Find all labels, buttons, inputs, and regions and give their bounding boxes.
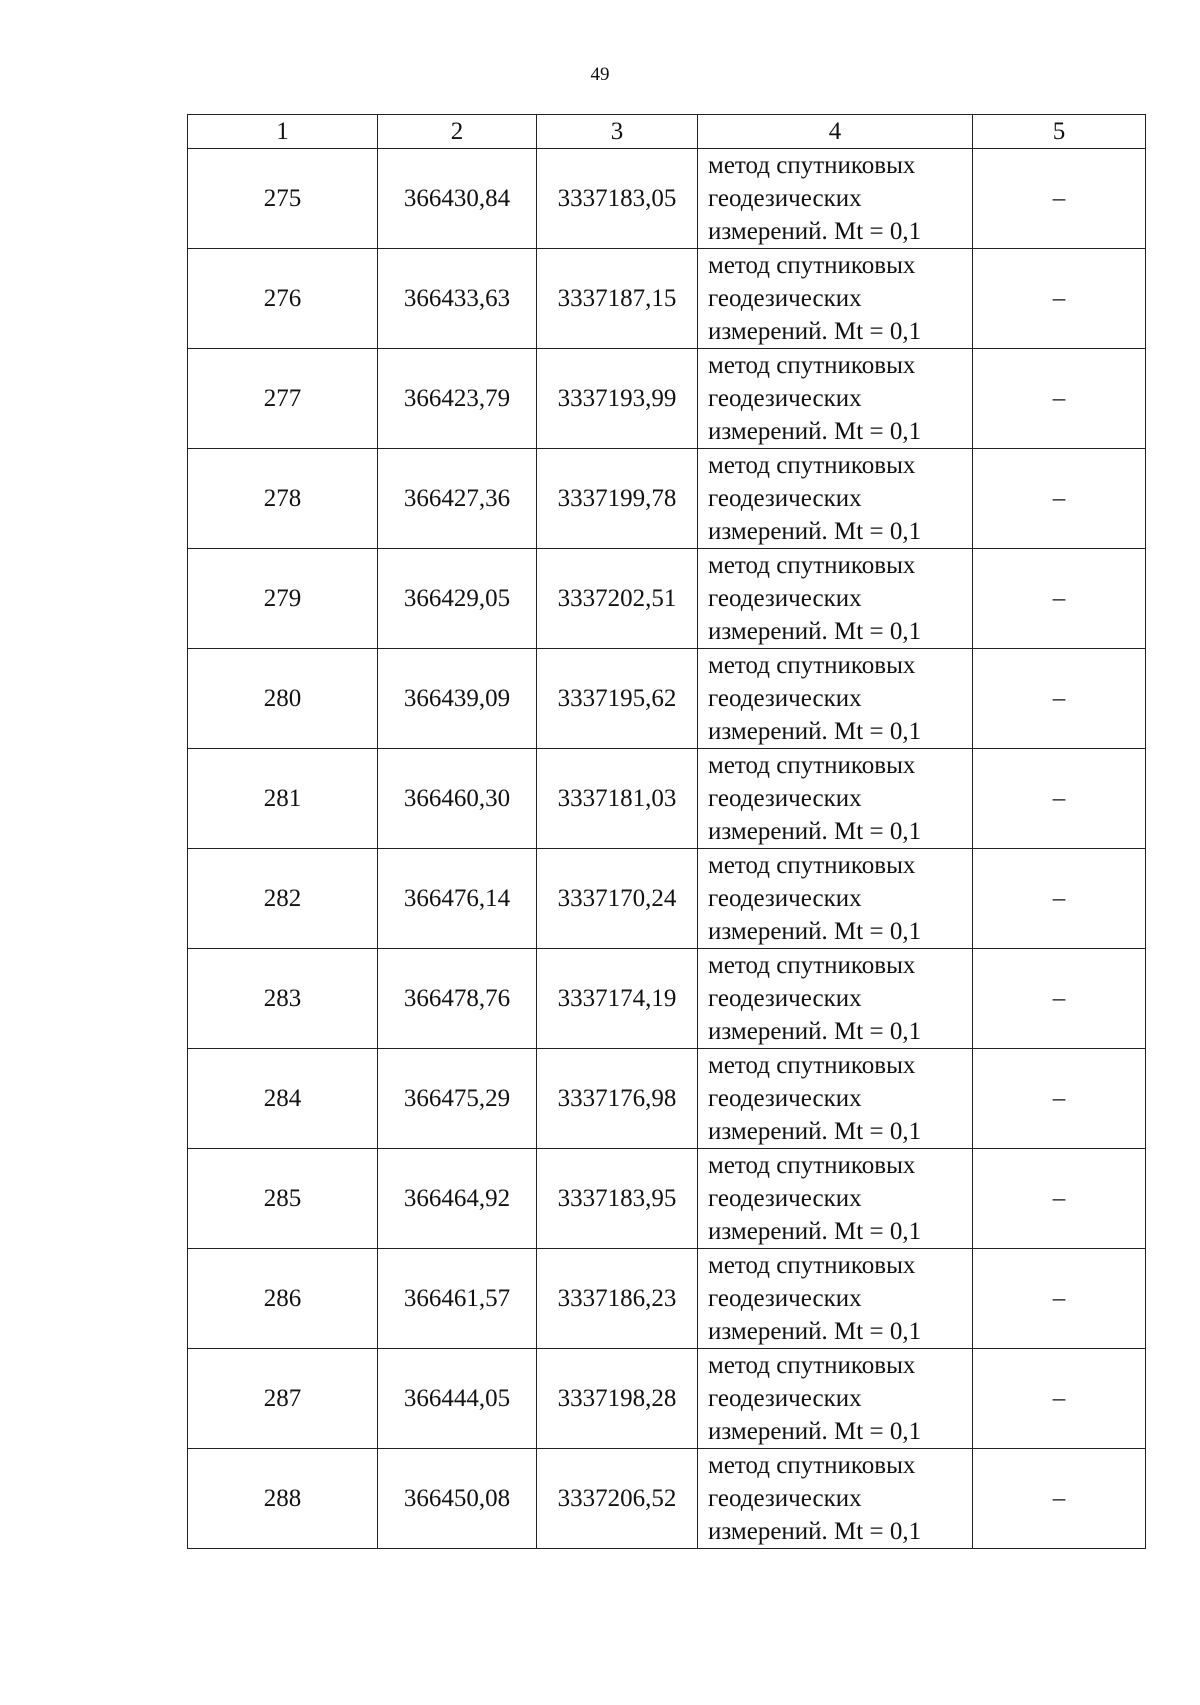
x-coordinate-cell: 366429,05 (378, 549, 537, 649)
method-text-line: измерений. Mt = 0,1 (708, 1118, 922, 1145)
note-cell: – (973, 1449, 1146, 1549)
method-text-line: геодезических (708, 1285, 862, 1312)
method-text-line: измерений. Mt = 0,1 (708, 718, 922, 745)
table-row (188, 1349, 1146, 1449)
table-header-row (188, 115, 1146, 149)
point-number-cell: 277 (188, 349, 378, 449)
method-text-line: измерений. Mt = 0,1 (708, 318, 922, 345)
y-coordinate-cell: 3337199,78 (537, 449, 698, 549)
method-cell (698, 549, 973, 649)
y-coordinate-cell: 3337170,24 (537, 849, 698, 949)
x-coordinate-cell: 366423,79 (378, 349, 537, 449)
y-coordinate-cell: 3337176,98 (537, 1049, 698, 1149)
x-coordinate-cell: 366439,09 (378, 649, 537, 749)
method-cell (698, 949, 973, 1049)
method-text-line: геодезических (708, 1385, 862, 1412)
point-number-cell: 275 (188, 149, 378, 249)
x-coordinate-cell: 366433,63 (378, 249, 537, 349)
x-coordinate-cell: 366427,36 (378, 449, 537, 549)
method-text-line: измерений. Mt = 0,1 (708, 1218, 922, 1245)
method-text-line: измерений. Mt = 0,1 (708, 1018, 922, 1045)
method-text-line: метод спутниковых (708, 752, 916, 779)
table-row (188, 1049, 1146, 1149)
point-number-cell: 285 (188, 1149, 378, 1249)
note-cell: – (973, 1049, 1146, 1149)
table-row (188, 549, 1146, 649)
method-cell (698, 1149, 973, 1249)
method-text-line: геодезических (708, 385, 862, 412)
column-header: 4 (698, 115, 973, 149)
column-header: 2 (378, 115, 537, 149)
method-cell (698, 1449, 973, 1549)
point-number-cell: 280 (188, 649, 378, 749)
note-cell: – (973, 849, 1146, 949)
point-number-cell: 278 (188, 449, 378, 549)
x-coordinate-cell: 366450,08 (378, 1449, 537, 1549)
point-number-cell: 286 (188, 1249, 378, 1349)
table-row (188, 349, 1146, 449)
point-number-cell: 276 (188, 249, 378, 349)
table-row (188, 249, 1146, 349)
note-cell: – (973, 749, 1146, 849)
y-coordinate-cell: 3337174,19 (537, 949, 698, 1049)
method-text-line: измерений. Mt = 0,1 (708, 418, 922, 445)
note-cell: – (973, 249, 1146, 349)
y-coordinate-cell: 3337187,15 (537, 249, 698, 349)
method-text-line: измерений. Mt = 0,1 (708, 1418, 922, 1445)
note-cell: – (973, 549, 1146, 649)
method-cell (698, 849, 973, 949)
method-text-line: метод спутниковых (708, 452, 916, 479)
method-text-line: геодезических (708, 1185, 862, 1212)
method-text-line: метод спутниковых (708, 552, 916, 579)
table-row (188, 1449, 1146, 1549)
table-row (188, 149, 1146, 249)
note-cell: – (973, 649, 1146, 749)
method-text-line: метод спутниковых (708, 1452, 916, 1479)
x-coordinate-cell: 366444,05 (378, 1349, 537, 1449)
method-text-line: геодезических (708, 785, 862, 812)
page-number: 49 (590, 64, 610, 85)
method-text-line: геодезических (708, 685, 862, 712)
method-text-line: измерений. Mt = 0,1 (708, 618, 922, 645)
coordinates-table (187, 114, 1146, 1549)
method-text-line: метод спутниковых (708, 1152, 916, 1179)
note-cell: – (973, 349, 1146, 449)
x-coordinate-cell: 366478,76 (378, 949, 537, 1049)
method-text-line: геодезических (708, 885, 862, 912)
x-coordinate-cell: 366461,57 (378, 1249, 537, 1349)
note-cell: – (973, 1249, 1146, 1349)
method-text-line: измерений. Mt = 0,1 (708, 218, 922, 245)
method-cell (698, 1249, 973, 1349)
column-header: 5 (973, 115, 1146, 149)
method-text-line: измерений. Mt = 0,1 (708, 1518, 922, 1545)
x-coordinate-cell: 366430,84 (378, 149, 537, 249)
method-cell (698, 749, 973, 849)
method-text-line: геодезических (708, 185, 862, 212)
point-number-cell: 281 (188, 749, 378, 849)
table-row (188, 1149, 1146, 1249)
table-row (188, 449, 1146, 549)
method-text-line: метод спутниковых (708, 1352, 916, 1379)
method-text-line: метод спутниковых (708, 652, 916, 679)
y-coordinate-cell: 3337183,05 (537, 149, 698, 249)
x-coordinate-cell: 366475,29 (378, 1049, 537, 1149)
y-coordinate-cell: 3337198,28 (537, 1349, 698, 1449)
x-coordinate-cell: 366460,30 (378, 749, 537, 849)
note-cell: – (973, 149, 1146, 249)
method-cell (698, 1349, 973, 1449)
method-text-line: измерений. Mt = 0,1 (708, 818, 922, 845)
column-header: 1 (188, 115, 378, 149)
method-text-line: геодезических (708, 1085, 862, 1112)
method-text-line: метод спутниковых (708, 952, 916, 979)
method-cell (698, 649, 973, 749)
note-cell: – (973, 1349, 1146, 1449)
point-number-cell: 284 (188, 1049, 378, 1149)
method-text-line: геодезических (708, 985, 862, 1012)
point-number-cell: 279 (188, 549, 378, 649)
y-coordinate-cell: 3337202,51 (537, 549, 698, 649)
note-cell: – (973, 949, 1146, 1049)
method-cell (698, 149, 973, 249)
method-cell (698, 1049, 973, 1149)
method-text-line: метод спутниковых (708, 252, 916, 279)
point-number-cell: 287 (188, 1349, 378, 1449)
method-text-line: измерений. Mt = 0,1 (708, 518, 922, 545)
y-coordinate-cell: 3337195,62 (537, 649, 698, 749)
method-text-line: геодезических (708, 485, 862, 512)
point-number-cell: 283 (188, 949, 378, 1049)
note-cell: – (973, 449, 1146, 549)
x-coordinate-cell: 366464,92 (378, 1149, 537, 1249)
point-number-cell: 288 (188, 1449, 378, 1549)
method-cell (698, 449, 973, 549)
table-row (188, 949, 1146, 1049)
y-coordinate-cell: 3337181,03 (537, 749, 698, 849)
method-text-line: метод спутниковых (708, 1252, 916, 1279)
method-text-line: измерений. Mt = 0,1 (708, 1318, 922, 1345)
x-coordinate-cell: 366476,14 (378, 849, 537, 949)
y-coordinate-cell: 3337186,23 (537, 1249, 698, 1349)
method-text-line: метод спутниковых (708, 852, 916, 879)
table-row (188, 849, 1146, 949)
method-text-line: метод спутниковых (708, 1052, 916, 1079)
method-text-line: метод спутниковых (708, 352, 916, 379)
table-row (188, 1249, 1146, 1349)
method-text-line: метод спутниковых (708, 152, 916, 179)
method-text-line: измерений. Mt = 0,1 (708, 918, 922, 945)
method-text-line: геодезических (708, 285, 862, 312)
table-row (188, 649, 1146, 749)
table-row (188, 749, 1146, 849)
y-coordinate-cell: 3337206,52 (537, 1449, 698, 1549)
method-text-line: геодезических (708, 1485, 862, 1512)
column-header: 3 (537, 115, 698, 149)
method-text-line: геодезических (708, 585, 862, 612)
y-coordinate-cell: 3337183,95 (537, 1149, 698, 1249)
y-coordinate-cell: 3337193,99 (537, 349, 698, 449)
note-cell: – (973, 1149, 1146, 1249)
table-body (188, 149, 1146, 1549)
method-cell (698, 349, 973, 449)
point-number-cell: 282 (188, 849, 378, 949)
method-cell (698, 249, 973, 349)
